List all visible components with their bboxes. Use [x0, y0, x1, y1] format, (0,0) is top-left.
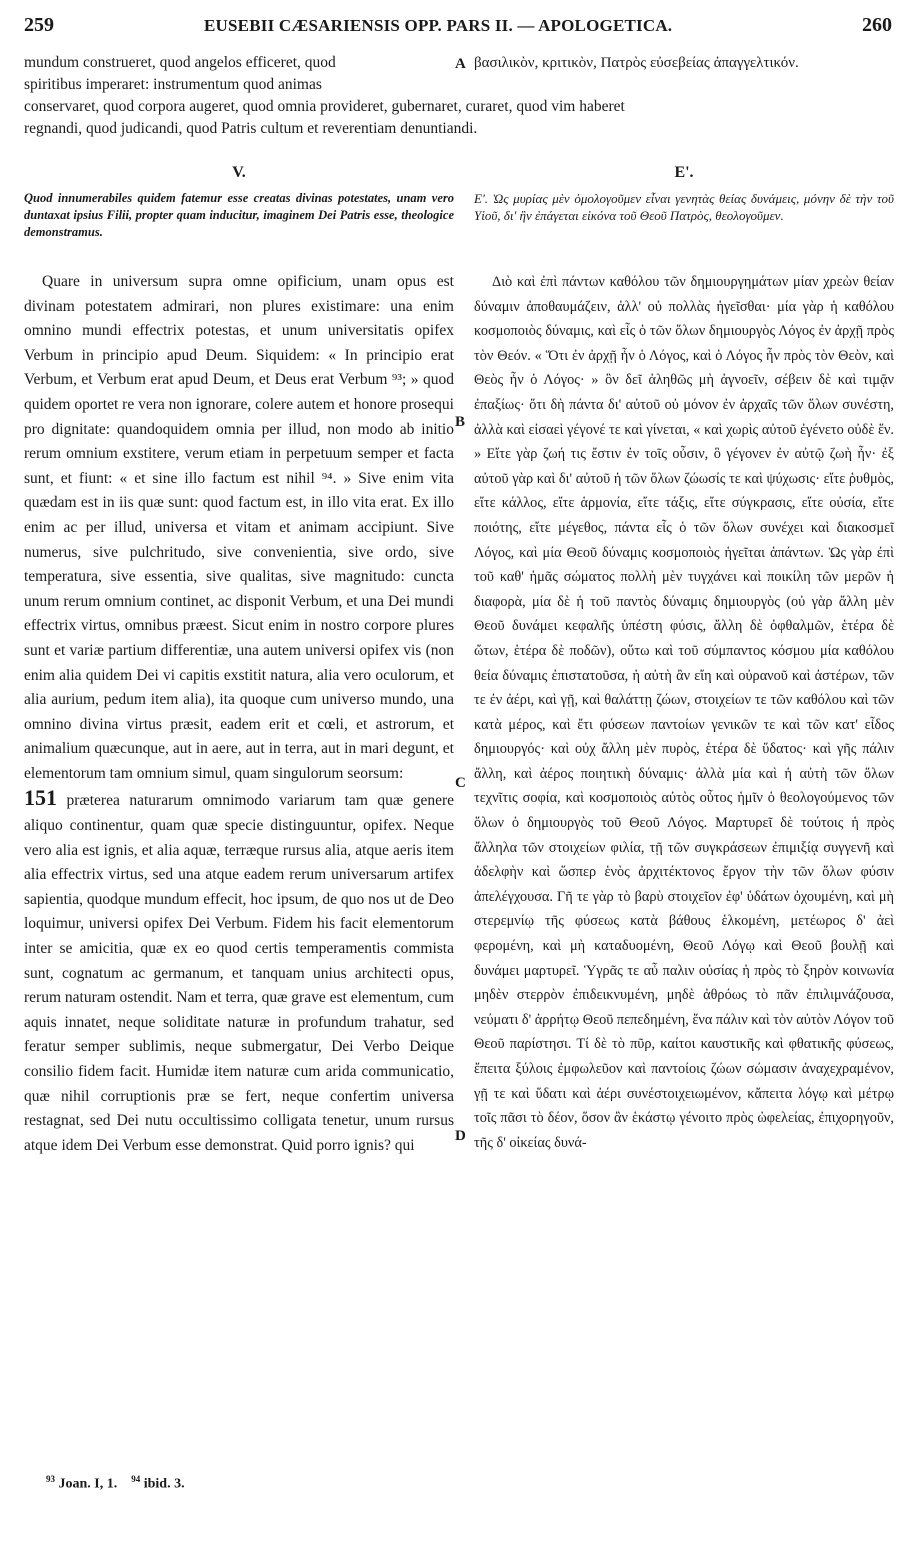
footnote-mark-94: 94 — [131, 1474, 141, 1484]
margin-letter-a: A — [455, 56, 466, 72]
footnote-mark-93: 93 — [46, 1474, 55, 1484]
section-summary-latin: Quod innumerabiles quidem fatemur esse creatas divinas potestates, unam vero duntaxat ipsius Filii, propter quam inducitur, imaginem Dei Patris esse, theologice demonstramus. — [24, 191, 454, 239]
page-number-left: 259 — [24, 14, 54, 36]
margin-letter-d: D — [455, 1128, 466, 1144]
page-header — [24, 14, 892, 40]
top-greek-text: βασιλικὸν, κριτικὸν, Πατρὸς εὐσεβείας ἀπαγγελτικόν. — [474, 55, 799, 71]
top-latin-line: regnandi, quod judicandi, quod Patris cultum et reverentiam denuntiandi. — [24, 120, 478, 137]
top-latin-line: mundum construeret, quod angelos efficeret, quod — [24, 54, 336, 71]
greek-column — [474, 160, 894, 1155]
margin-letter-c: C — [455, 775, 466, 791]
footnote-93: Joan. I, 1. — [58, 1476, 118, 1492]
page-marker-151: 151 — [24, 785, 57, 811]
section-number-latin: V. — [232, 164, 246, 181]
latin-paragraph-continued — [24, 786, 454, 1158]
latin-paragraph-text: præterea naturarum omnimodo variarum tam quæ genere aliquo continentur, quam quæ specie distinguuntur, opifex. Neque vero alia est ignis, et alia aquæ, terræque rursus alia, atque aeris item alia effectrix virtus, sed una atque eadem rerum universarum artifex sapientia, quodque mundum effecit, hoc ipsum, de quo nos ut de Deo loquimur, universi opifex Dei Verbum. Fidem his facit elementorum inter se amicitia, quæ ex eo quod certis temperamentis commista sunt, cognatum ac germanum, et tanquam unius architecti opus, rerum naturam ostendit. Nam et terra, quæ grave est elementum, cum aquis innatet, neque soliditate naturæ in profundum trahatur, sed feratur semper sublimis, neque submergatur, Dei Verbo Deique consilio fidem facit. Humidæ item naturæ cum arida communicatio, quæ nihil corruptionis præ se fert, neque confertim universa restagnat, sed Dei nutu occultissimo colligata tenetur, unum rursus atque idem Dei Verbum esse demonstrat. Quid porro ignis? qui — [24, 792, 454, 1154]
running-title: EUSEBII CÆSARIENSIS OPP. PARS II. — APOLOGETICA. — [204, 16, 673, 35]
footnotes — [46, 1474, 185, 1493]
margin-letter-b: B — [455, 414, 466, 430]
top-latin-line: spiritibus imperaret: instrumentum quod animas — [24, 76, 322, 93]
footnote-94: ibid. 3. — [143, 1476, 185, 1492]
top-latin-line: conservaret, quod corpora augeret, quod omnia provideret, gubernaret, curaret, quod vim haberet — [24, 98, 625, 115]
latin-paragraph: Quare in universum supra omne opificium, unam opus est divinam potestatem admirari, non plures existimare: una enim omnino mundi effectrix potestas, et unum universitatis opifex Verbum in principio apud Deum. Siquidem: « In principio erat Verbum, et Verbum erat apud Deum, et Deus erat Verbum ⁹³; » quod quidem oportet re vera non ignorare, colere autem et honore prosequi pro dignitate: quandoquidem omnia per illud, non modo ab initio rerum omnium exstitere, verum etiam in perpetuum semper et facta sunt, et fiunt: « et sine illo factum est nihil ⁹⁴. » Sive enim vita quædam est in iis quæ sunt: quod factum est, in illo vita erat. Ex illo enim ac per illud, universa et vitam et animam accipiunt. Sive numerus, sive pulchritudo, sive convenientia, sive ordo, sive temperatura, sive essentia, sive qualitas, sive magnitudo: cuncta unum rerum omnium continet, ac disponit Verbum, et una Dei mundi effectrix virtus, omnibus præest. Sicut enim in nostro corpore plures sunt et variæ partium differentiæ, una autem universi opifex vis (non enim alia quidem Dei vi capitis exstitit natura, alia vero oculorum, et alia aurium, pedum item alia), ita quoque cum universo mundo, una omnino divina virtus præsit, eadem erit et cœli, et astrorum, et animalium quæcunque, aut in aere, aut in terra, aut in mari degunt, et elementorum tam omnium simul, quam singulorum seorsum: — [24, 273, 454, 782]
section-number-greek: Ε'. — [674, 164, 694, 181]
greek-paragraph: Διὸ καὶ ἐπὶ πάντων καθόλου τῶν δημιουργημάτων μίαν χρεὼν θείαν δύναμιν ἀποθαυμάζειν, ἀλλ' οὐ πολλὰς ἡγεῖσθαι· μία γὰρ ἡ καθόλου κοσμοποιὸς δύναμις, καὶ εἷς ὁ τῶν ὅλων δημιουργὸς Λόγος ἐν ἀρχῇ πρὸς τὸν Θεόν. « Ὅτι ἐν ἀρχῇ ἦν ὁ Λόγος, καὶ ὁ Λόγος ἦν πρὸς τὸν Θεὸν, καὶ Θεὸς ἦν ὁ Λόγος· » ὃν δεῖ ἀληθῶς μὴ ἀγνοεῖν, σέβειν δὲ καὶ τιμᾷν ἐπαξίως· ὅτι δὴ πάντα δι' αὐτοῦ οὐ μόνον ἐν ἀρχαῖς τῶν ὅλων συνέστη, ἀλλὰ καὶ εἰσαεὶ γέγονέ τε καὶ γίνεται, « καὶ χωρὶς αὐτοῦ ἐγένετο οὐδὲ ἕν. » Εἴτε γὰρ ζωή τις ἔστιν ἐν τοῖς οὖσιν, ὃ γέγονεν ἐν αὐτῷ ζωὴ ἦν· ἐξ αὐτοῦ γὰρ καὶ δι' αὐτοῦ ἡ τῶν ὅλων ζώωσίς τε καὶ ψύχωσις· εἴτε ῥυθμὸς, εἴτε κάλλος, εἴτε ἁρμονία, εἴτε τάξις, εἴτε σύγκρασις, εἴτε οὐσία, εἴτε ποιότης, εἴτε μέγεθος, πάντα εἷς ὁ τῶν ὅλων συνέχει καὶ διακοσμεῖ Λόγος, καὶ μία Θεοῦ δύναμις κοσμοποιὸς ἡγεῖται ἁπάντων. Ὡς γὰρ ἐπὶ τοῦ καθ' ἡμᾶς σώματος πολλὴ μὲν τυγχάνει καὶ ποικίλη τῶν μερῶν ἡ διαφορὰ, μία δὲ ἡ τοῦ παντὸς δύναμις δημιουργὸς (οὐ γὰρ ἄλλη μὲν Θεοῦ δυνάμει κεφαλῆς ὑπέστη φύσις, ἄλλη δὲ ὀφθαλμῶν, ἑτέρα δὲ ὤτων, ἑτέρα δὲ ποδῶν), οὕτω καὶ τοῦ σύμπαντος κόσμου μία καθόλου θεία δύναμις ἐπιστατοῦσα, ἡ αὐτὴ ἂν εἴη καὶ οὐρανοῦ καὶ ἀστέρων, τῶν τε ἐν ἀέρι, καὶ γῇ, καὶ θαλάττῃ ζώων, στοιχείων τε τῶν καθόλου καὶ τῶν κατὰ μέρος, καὶ ἔτι φύσεων παντοίων γενικῶν τε καὶ τῶν κατ' εἶδος δημιουργός· καὶ οὐχ ἄλλη μὲν πυρὸς, ἑτέρα δὲ ὕδατος· καὶ γῆς πάλιν ἄλλη, καὶ ἀέρος ποιητικὴ δύναμις· ἀλλὰ μία καὶ ἡ αὐτὴ τῶν ὅλων τεχνῖτις σοφία, καὶ κοσμοποιὸς αὐτὸς οὗτος ἡμῖν ὁ θεολογούμενος τῶν ὅλων ὁ δημιουργὸς τοῦ Θεοῦ Λόγος. Μαρτυρεῖ δὲ τούτοις ἡ πρὸς ἄλληλα τῶν στοιχείων φιλία, τῇ τῶν συγκράσεων ἐπιμιξίᾳ συγγενῆ καὶ ἀδελφὴν καὶ ὥσπερ ἑνὸς ἀρχιτέκτονος ἔργον τὴν τῶν ὅλων φύσιν ἀπελέγχουσα. Γῆ τε γὰρ τὸ βαρὺ στοιχεῖον ἐφ' ὑδάτων ὀχουμένη, καὶ μὴ στερεμνίῳ τῆς φύσεως κατὰ βάθους ἑλκομένη, μετέωρος δ' ἀεὶ φερομένη, καὶ μὴ καταδυομένη, Θεοῦ Λόγῳ καὶ Θεοῦ βουλῇ καὶ δυνάμει μαρτυρεῖ. Ὑγρᾶς τε αὖ παλιν οὐσίας ἡ πρὸς τὸ ξηρὸν κοινωνία μηδὲν στερρὸν ἐπιδεικνυμένη, μηδὲ ἀθρόως τὸ πᾶν ἐπιλιμνάζουσα, νεύματι δ' ἀρρήτῳ Θεοῦ πεπεδημένη, ἕνα πάλιν καὶ τὸν αὐτὸν Λόγον τοῦ Θεοῦ παρίστησι. Τί δὲ τὸ πῦρ, καίτοι καυστικῆς καὶ φθατικῆς φύσεως, ἔπειτα ξύλοις ἐμφωλεῦον καὶ παντοίοις ζώων σώμασιν ἀναχεχραμένον, γῇ τε καὶ ὕδατι καὶ ἀέρι συνέστοιχειωμένον, κἄπειτα λόγῳ καὶ μέτρῳ τοῖς πᾶσι τὸ δέον, ὅσον ἂν ἑκάστῳ γένοιτο πρὸς ὠφελείας, ἐπιχορηγοῦν, τῆς δ' οἰκείας δυνά- — [474, 274, 894, 1151]
latin-column — [24, 160, 454, 1158]
section-summary-greek: Ε'. Ὡς μυρίας μὲν ὁμολογοῦμεν εἶναι γενητὰς θείας δυνάμεις, μόνην δὲ τὴν τοῦ Υἱοῦ, δι' ἣν ἐπάγεται εἰκόνα τοῦ Θεοῦ Πατρὸς, θεολογοῦμεν. — [474, 191, 894, 223]
page-number-right: 260 — [862, 14, 892, 36]
